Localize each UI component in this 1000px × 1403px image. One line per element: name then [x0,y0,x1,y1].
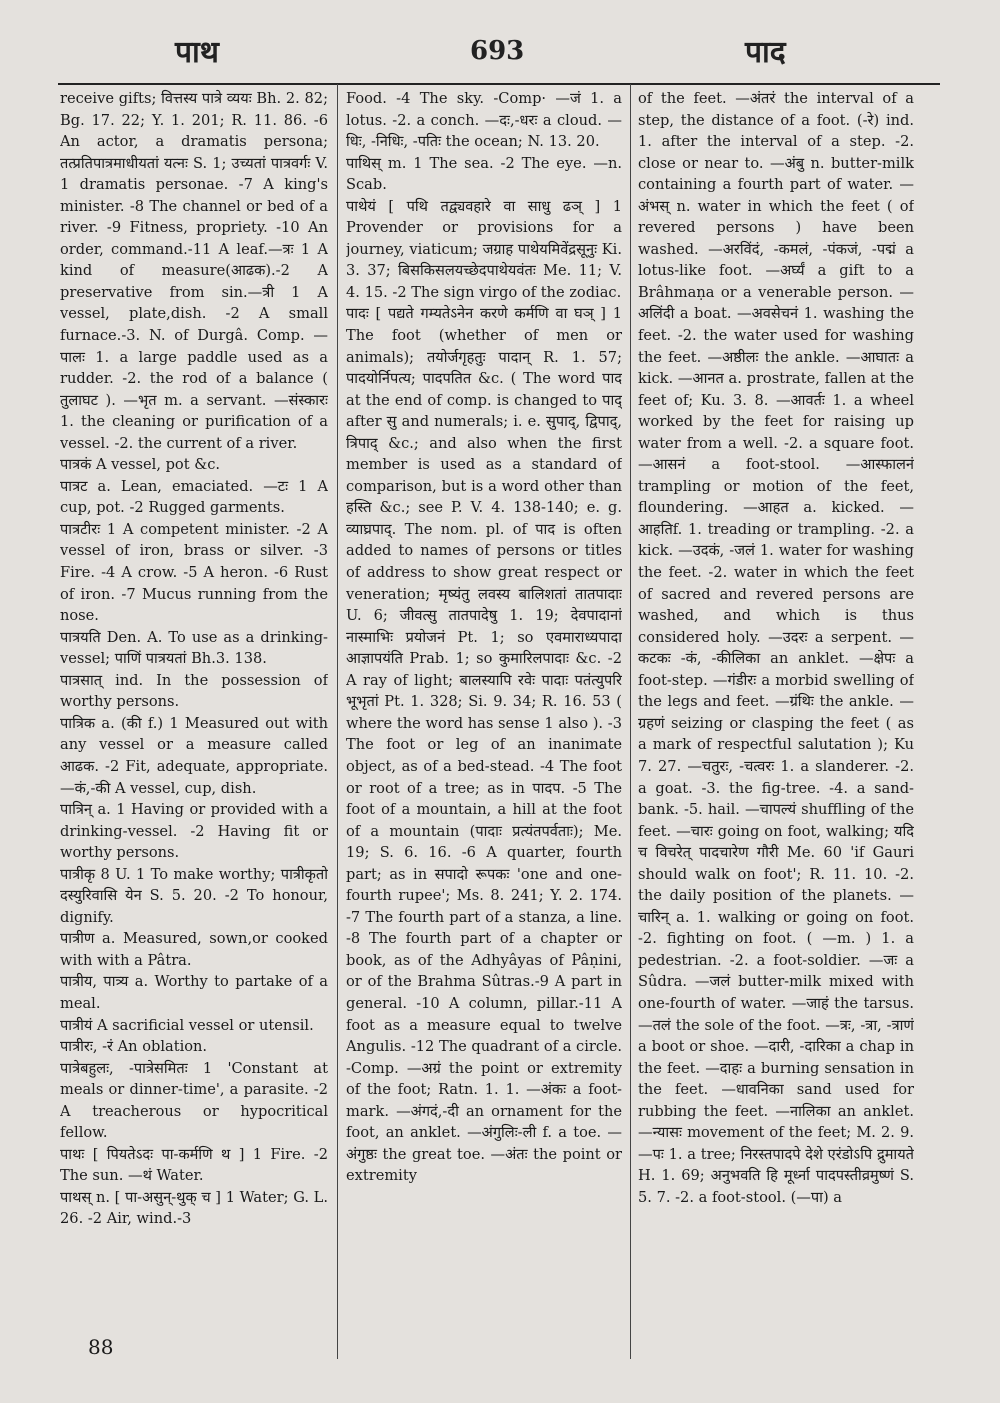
entry: पात्रटीरः 1 A competent minister. -2 A vessel of iron, brass or silver. -3 Fire. -4 A crow. -5 A heron. -6 Rust of iron. -7 Mucus running from the nose. [60,520,328,625]
column-divider [630,84,631,1359]
entry: पादः [ पद्यते गम्यतेऽनेन करणे कर्मणि वा घञ् ] 1 The foot (whether of men or animals); तयोर्जगृहतुः पादान् R. 1. 57; पादयोर्निपत्य; पादपतित &c. ( The word पाद at the end of comp. is changed to पाद् after सु and numerals; i. e. सुपाद्, द्विपाद्, त्रिपाद् &c.; and also when the first member is used as a standard of comparison, but is a word other than हस्ति &c.; see P. V. 4. 138-140; e. g. व्याघ्रपाद्. The nom. pl. of पाद is often added to names of persons or titles of address to show great respect or veneration; मृष्यंतु लवस्य बालिशतां तातपादाः U. 6; जीवत्सु तातपादेषु 1. 19; देवपादानां नास्माभिः प्रयोजनं Pt. 1; so एवमाराध्यपादा आज्ञापयंति Prab. 1; so कुमारिलपादाः &c. -2 A ray of light; बालस्यापि रवेः पादाः पतंत्युपरि भूभृतां Pt. 1. 328; Si. 9. 34; R. 16. 53 ( where the word has sense 1 also ). -3 The foot or leg of an inanimate object, as of a bed-stead. -4 The foot or root of a tree; as in पादप. -5 The foot of a mountain, a hill at the foot of a mountain (पादाः प्रत्यंतपर्वताः); Me. 19; S. 6. 16. -6 A quarter, fourth part; as in सपादो रूपकः 'one and one-fourth rupee'; Ms. 8. 241; Y. 2. 174. -7 The fourth part of a stanza, a line. -8 The fourth part of a chapter or book, as of the Adhyâyas of Pâṇini, or of the Brahma Sûtras.-9 A part in general. -10 A column, pillar.-11 A foot as a measure equal to twelve Angulis. -12 The quadrant of a circle. -Comp. —अग्रं the point or extremity of the foot; Ratn. 1. 1. —अंकः a foot-mark. —अंगदं,-दी an ornament for the foot, an anklet. —अंगुलिः-ली f. a toe. —अंगुष्ठः the great toe. —अंतः the point or extremity [346,305,622,1185]
entry: पात्रेबहुलः, -पात्रेसमितः 1 'Constant at meals or dinner-time', a parasite. -2 A treacherous or hypocritical fellow. [60,1059,328,1142]
entry: पात्रयति Den. A. To use as a drinking-vessel; पाणिं पात्रयतां Bh.3. 138. [60,628,328,668]
column-divider [337,84,338,1359]
entry: पात्रसात् ind. In the possession of worthy persons. [60,671,328,711]
entry: पात्रीरः, -रं An oblation. [60,1038,208,1056]
entry: पात्रकं A vessel, pot &c. [60,456,221,474]
entry: of the feet. —अंतरं the interval of a step, the distance of a foot. (-रे) ind. 1. after the interval of a step. -2. close or near to. —अंबु n. butter-milk containing a fourth part of water. —अंभस् n. water in which the feet ( of revered persons ) have been washed. —अरविंदं, -कमलं, -पंकजं, -पद्मं a lotus-like foot. —अर्घ्यं a gift to a Brâhmaṇa or a venerable person. —अलिंदी a boat. —अवसेचनं 1. washing the feet. -2. the water used for washing the feet. —अष्ठीलः the ankle. —आघातः a kick. —आनत a. prostrate, fallen at the feet of; Ku. 3. 8. —आवर्तः 1. a wheel worked by the feet for raising up water from a well. -2. a square foot. —आसनं a foot-stool. —आस्फालनं trampling or motion of the feet, floundering. —आहत a. kicked. —आहतिf. 1. treading or trampling. -2. a kick. —उदकं, -जलं 1. water for washing the feet. -2. water in which the feet of sacred and revered persons are washed, and which is thus considered holy. —उदरः a serpent. —कटकः -कं, -कीलिका an anklet. —क्षेपः a foot-step. —गंडीरः a morbid swelling of the legs and feet. —ग्रंथिः the ankle. —ग्रहणं seizing or clasping the feet ( as a mark of respectful salutation ); Ku 7. 27. —चतुरः, -चत्वरः 1. a slanderer. -2. a goat. -3. the fig-tree. -4. a sand-bank. -5. hail. —चापल्यं shuffling of the feet. —चारः going on foot, walking; यदि च विचरेत् पादचारेण गौरी Me. 60 'if Gauri should walk on foot'; R. 11. 10. -2. the daily position of the planets. —चारिन् a. 1. walking or going on foot. -2. fighting on foot. ( —m. ) 1. a pedestrian. -2. a foot-soldier. —जः a Sûdra. —जलं butter-milk mixed with one-fourth of water. —जाहं the tarsus. —तलं the sole of the foot. —त्रः, -त्रा, -त्राणं a boot or shoe. —दारी, -दारिका a chap in the feet. —दाहः a burning sensation in the feet. —धावनिका sand used for rubbing the feet. —नालिका an anklet. —न्यासः movement of the feet; M. 2. 9. —पः 1. a tree; निरस्तपादपे देशे एरंडोऽपि द्रुमायते H. 1. 69; अनुभवति हि मूर्ध्ना पादपस्तीव्रमुष्णं S. 5. 7. -2. a foot-stool. (—पा) a [638,90,914,1206]
column-2 [346,88,622,1356]
entry: पाथिस् m. 1 The sea. -2 The eye. —n. Scab. [346,154,622,194]
running-head-left: पाथ [175,35,219,70]
page-number-top: 693 [470,36,525,66]
entry: पाथः [ पियतेऽदः पा-कर्मणि थ ] 1 Fire. -2 The sun. —थं Water. [60,1145,328,1185]
entry: Food. -4 The sky. -Comp· —जं 1. a lotus. -2. a conch. —दः,-धरः a cloud. —धिः, -निधिः, -पतिः the ocean; N. 13. 20. [346,90,622,151]
entry: पात्रीकृ 8 U. 1 To make worthy; पात्रीकृतो दस्युरिवासि येन S. 5. 20. -2 To honour, dignify. [60,865,328,926]
entry: पात्रट a. Lean, emaciated. —टः 1 A cup, pot. -2 Rugged garments. [60,477,328,517]
header-rule [58,83,940,85]
entry: पाथेयं [ पथि तद्व्यवहारे वा साधु ढञ् ] 1 Provender or provisions for a journey, viaticum; जग्राह पाथेयमिवेंद्रसूनुः Ki. 3. 37; बिसकिसलयच्छेदपाथेयवंतः Me. 11; V. 4. 15. -2 The sign virgo of the zodiac. [346,197,622,301]
entry: पाथस् n. [ पा-असुन्-थुक् च ] 1 Water; G. L. 26. -2 Air, wind.-3 [60,1188,328,1228]
page-number-bottom: 88 [88,1335,114,1359]
running-head-right: पाद [745,35,786,70]
entry: पात्रिन् a. 1 Having or provided with a drinking-vessel. -2 Having fit or worthy persons. [60,801,328,862]
entry: पात्रीण a. Measured, sown,or cooked with with a Pâtra. [60,930,328,969]
column-1 [60,88,328,1356]
entry: पात्रीयं A sacrificial vessel or utensil. [60,1016,314,1034]
entry: पात्रीय, पात्र्य a. Worthy to partake of a meal. [60,973,328,1012]
column-3 [638,88,914,1356]
entry: पात्रिक a. (की f.) 1 Measured out with any vessel or a measure called आढक. -2 Fit, adequate, appropriate. —कं,-की A vessel, cup, dish. [60,714,328,797]
entry: receive gifts; वित्तस्य पात्रे व्ययः Bh. 2. 82; Bg. 17. 22; Y. 1. 201; R. 11. 86. -6 An actor, a dramatis persona; तत्प्रतिपात्रमाधीयतां यत्नः S. 1; उच्यतां पात्रवर्गः V. 1 dramatis personae. -7 A king's minister. -8 The channel or bed of a river. -9 Fitness, propriety. -10 An order, command.-11 A leaf.—त्रः 1 A kind of measure(आढक).-2 A preservative from sin.—त्री 1 A vessel, plate,dish. -2 A small furnace.-3. N. of Durgâ. Comp. —पालः 1. a large paddle used as a rudder. -2. the rod of a balance ( तुलाघट ). —भृत m. a servant. —संस्कारः 1. the cleaning or purification of a vessel. -2. the current of a river. [60,90,328,452]
